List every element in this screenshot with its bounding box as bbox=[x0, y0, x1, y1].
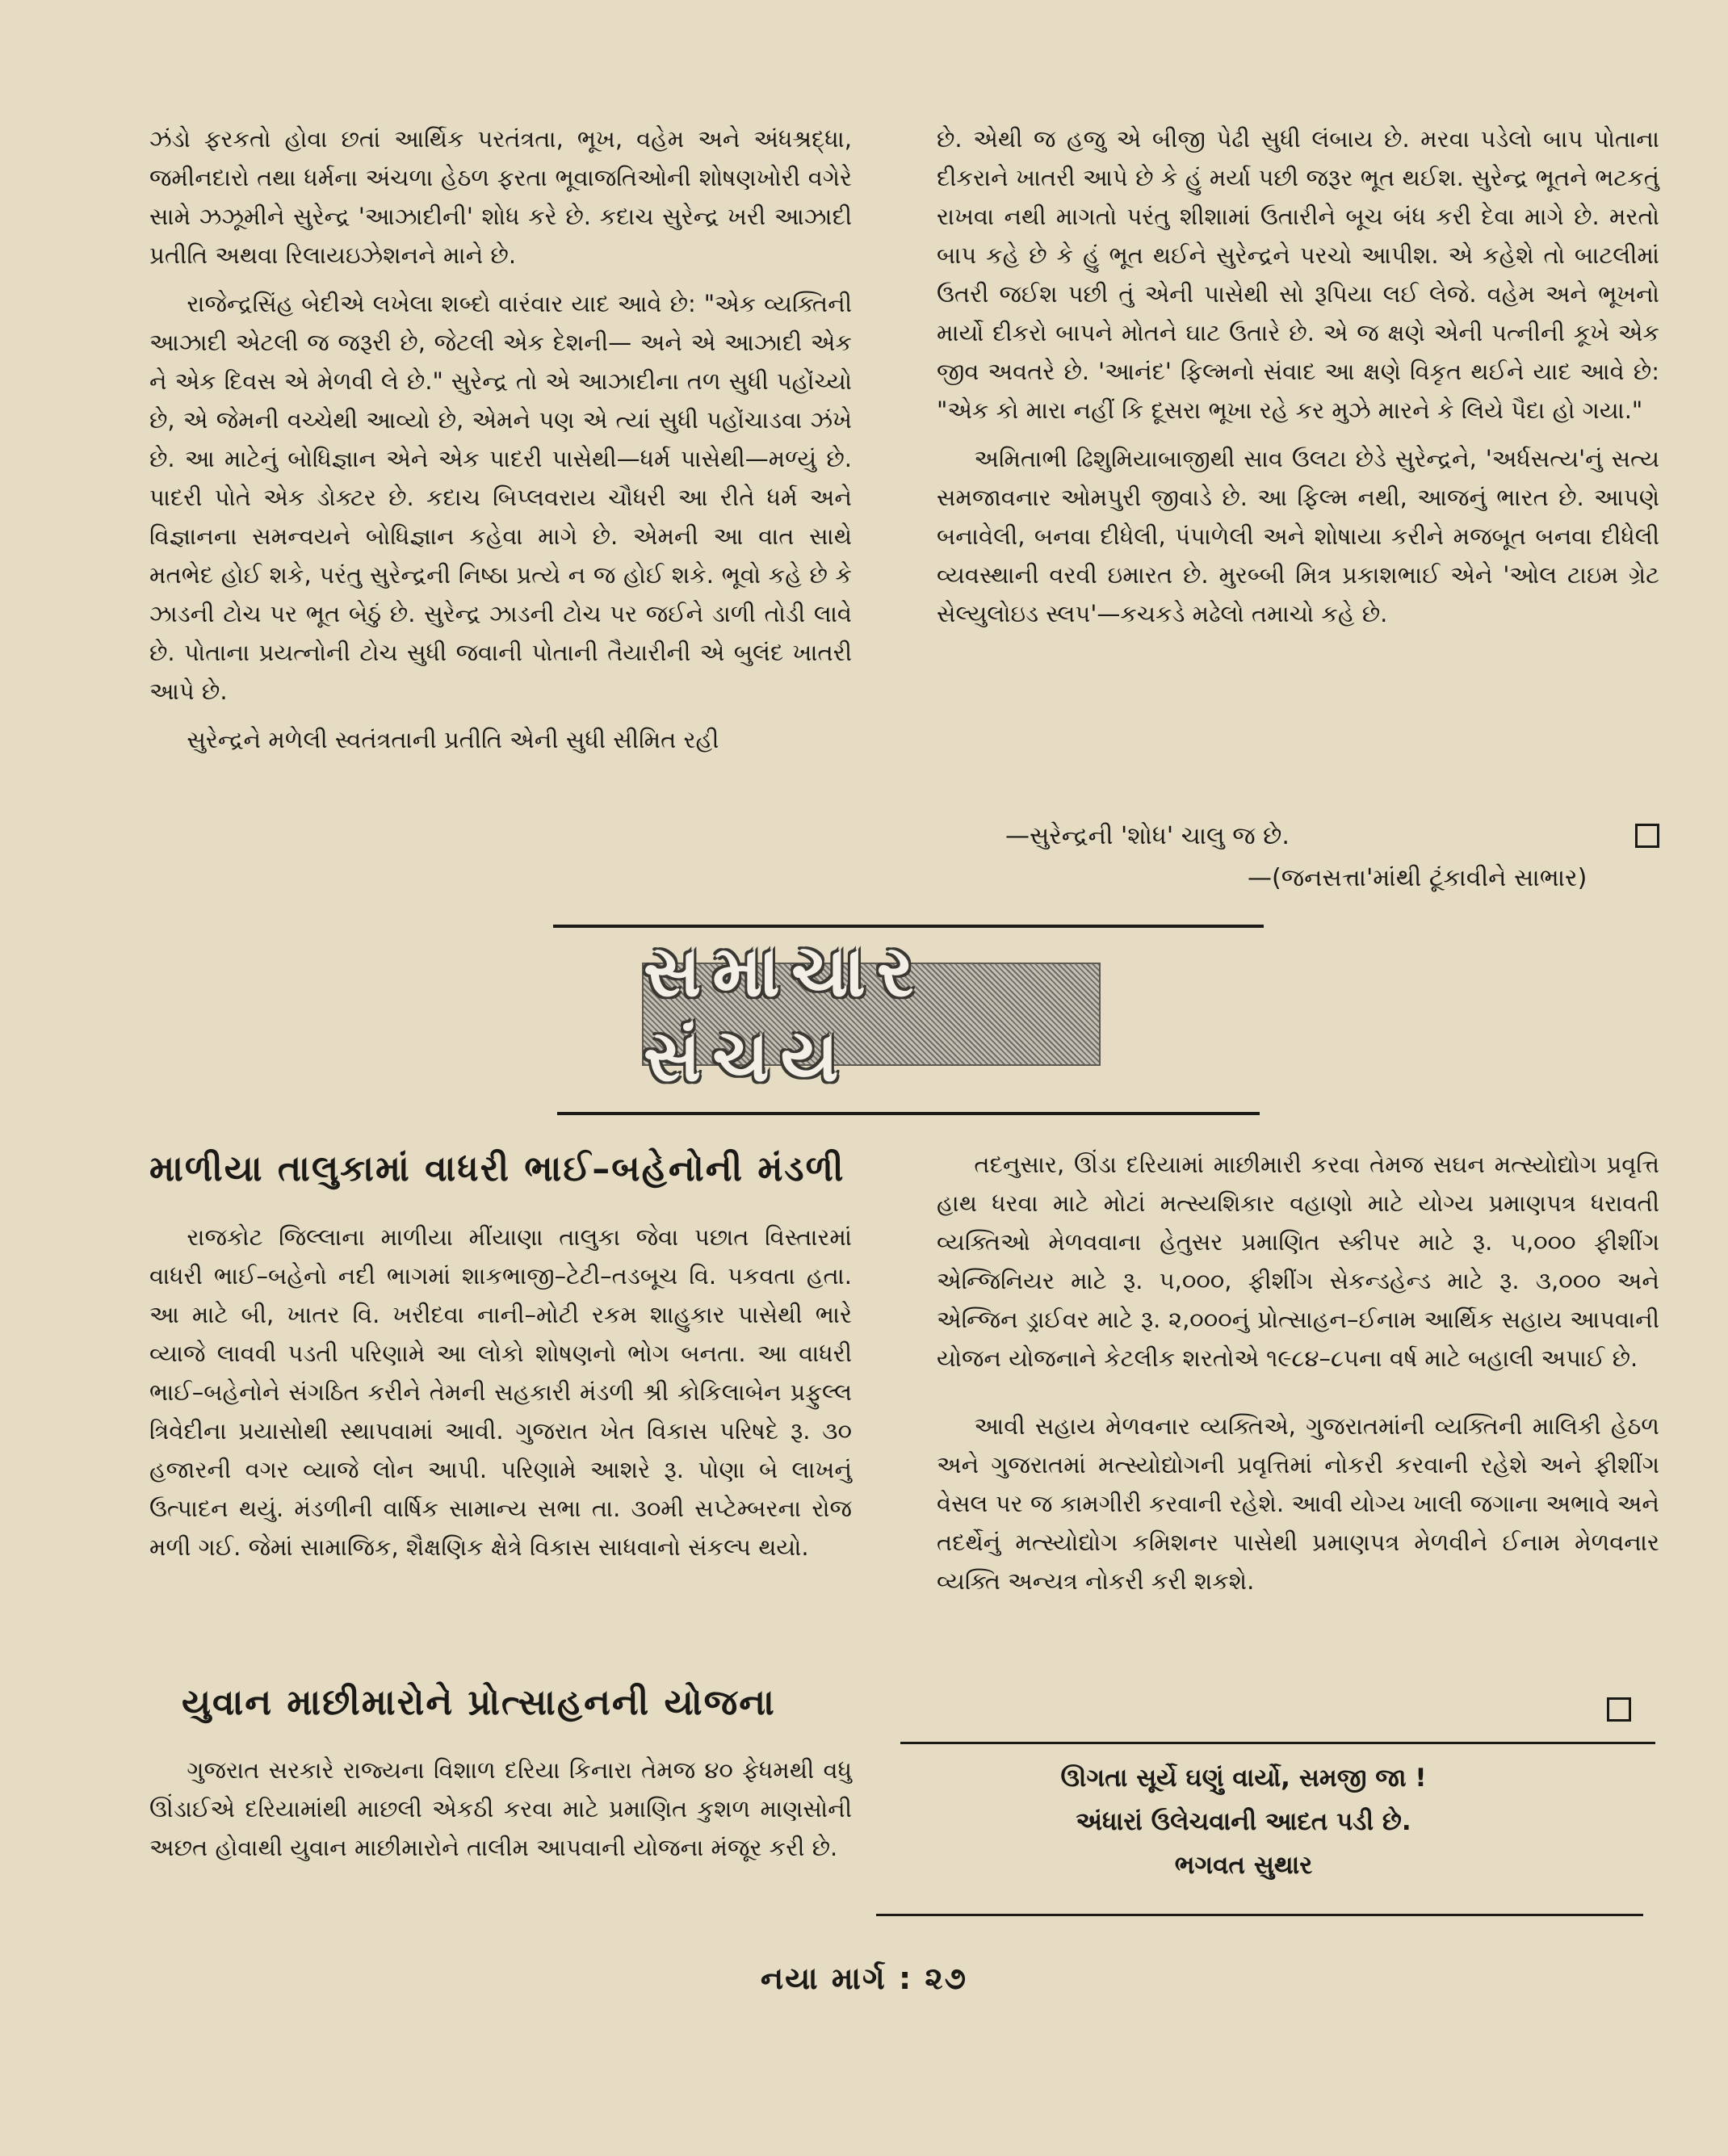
right-top-column bbox=[937, 120, 1659, 643]
paragraph: આવી સહાય મેળવનાર વ્યક્તિએ, ગુજરાતમાંની વ્યક્તિની માલિકી હેઠળ અને ગુજરાતમાં મત્સ્યોદ્યોગની પ્રવૃત્તિમાં નોકરી કરવાની રહેશે અને ફીશીંગ વેસલ પર જ કામગીરી કરવાની રહેશે. આવી યોગ્ય ખાલી જગાના અભાવે અને તદર્થેનું મત્સ્યોદ્યોગ કમિશનર પાસેથી પ્રમાણપત્ર મેળવીને ઈનામ મેળવનાર વ્યક્તિ અન્યત્ર નોકરી કરી શકશે. bbox=[937, 1412, 1659, 1595]
paragraph: ગુજરાત સરકારે રાજ્યના વિશાળ દરિયા કિનારા તેમજ ૪૦ ફેધમથી વધુ ઊંડાઈએ દરિયામાંથી માછલી એકઠી કરવા માટે પ્રમાણિત કુશળ માણસોની અછત હોવાથી યુવાન માછીમારોને તાલીમ આપવાની યોજના મંજૂર કરી છે. bbox=[149, 1756, 852, 1861]
quote-author: ભગવત સુથાર bbox=[1174, 1851, 1313, 1880]
paragraph: સુરેન્દ્રને મળેલી સ્વતંત્રતાની પ્રતીતિ એની સુધી સીમિત રહી bbox=[187, 726, 719, 753]
article-body bbox=[149, 1218, 852, 1576]
article-heading: યુવાન માછીમારોને પ્રોત્સાહનની યોજના bbox=[182, 1682, 776, 1723]
paragraph: ઝંડો ફરકતો હોવા છતાં આર્થિક પરતંત્રતા, ભૂખ, વહેમ અને અંધશ્રદ્ધા, જમીનદારો તથા ધર્મના અંચળા હેઠળ ફરતા ભૂવાજતિઓની શોષણખોરી વગેરે સામે ઝઝૂમીને સુરેન્દ્ર 'આઝાદીની' શોધ કરે છે. કદાચ સુરેન્દ્ર ખરી આઝાદી પ્રતીતિ અથવા રિલાયઇઝેશનને માને છે. bbox=[149, 125, 852, 269]
divider-top bbox=[553, 925, 1264, 928]
paragraph: તદનુસાર, ઊંડા દરિયામાં માછીમારી કરવા તેમજ સઘન મત્સ્યોદ્યોગ પ્રવૃત્તિ હાથ ધરવા માટે મોટાં મત્સ્યશિકાર વહાણો માટે યોગ્ય પ્રમાણપત્ર ધરાવતી વ્યક્તિઓ મેળવવાના હેતુસર પ્રમાણિત સ્કીપર માટે રૂ. ૫,૦૦૦ ફીશીંગ એન્જિનિયર માટે રૂ. ૫,૦૦૦, ફીશીંગ સેકન્ડહેન્ડ માટે રૂ. ૩,૦૦૦ અને એન્જિન ડ્રાઈવર માટે રૂ. ૨,૦૦૦નું પ્રોત્સાહન–ઈનામ આર્થિક સહાય આપવાની યોજન યોજનાને કેટલીક શરતોએ ૧૯૮૪–૮૫ના વર્ષ માટે બહાલી અપાઈ છે. bbox=[937, 1151, 1659, 1372]
quote-rule-bottom bbox=[876, 1914, 1643, 1916]
divider-bottom bbox=[557, 1112, 1260, 1115]
paragraph: રાજેન્દ્રસિંહ બેદીએ લખેલા શબ્દો વારંવાર યાદ આવે છે: "એક વ્યક્તિની આઝાદી એટલી જ જરૂરી છે, જેટલી એક દેશની— અને એ આઝાદી એક ને એક દિવસ એ મેળવી લે છે." સુરેન્દ્ર તો એ આઝાદીના તળ સુધી પહોંચ્યો છે, એ જેમની વચ્ચેથી આવ્યો છે, એમને પણ એ ત્યાં સુધી પહોંચાડવા ઝંખે છે. આ માટેનું બોધિજ્ઞાન એને એક પાદરી પાસેથી—ધર્મ પાસેથી—મળ્યું છે. પાદરી પોતે એક ડોક્ટર છે. કદાચ બિપ્લવરાય ચૌધરી આ રીતે ધર્મ અને વિજ્ઞાનના સમન્વયને બોધિજ્ઞાન કહેવા માગે છે. એમની આ વાત સાથે મતભેદ હોઈ શકે, પરંતુ સુરેન્દ્રની નિષ્ઠા પ્રત્યે ન જ હોઈ શકે. ભૂવો કહે છે કે ઝાડની ટોચ પર ભૂત બેઠું છે. સુરેન્દ્ર ઝાડની ટોચ પર જઈને ડાળી તોડી લાવે છે. પોતાના પ્રયત્નોની ટોચ સુધી જવાની પોતાની તૈયારીની એ બુલંદ ખાતરી આપે છે. bbox=[149, 290, 852, 705]
section-banner-label: સમાચાર સંચય bbox=[644, 929, 925, 1097]
quote-box bbox=[900, 1756, 1587, 1887]
source-credit: —(જનસત્તા'માંથી ટૂંકાવીને સાભાર) bbox=[1248, 864, 1587, 892]
end-line: —સુરેન્દ્રની 'શોધ' ચાલુ જ છે. bbox=[1005, 822, 1290, 850]
section-banner bbox=[642, 929, 1101, 1097]
quote-line: ઊગતા સૂર્યે ઘણું વાર્યો, સમજી જા ! bbox=[1060, 1764, 1427, 1793]
quote-rule-top bbox=[900, 1742, 1655, 1744]
page-footer: નયા માર્ગ : ૨૭ bbox=[760, 1961, 968, 1996]
article-heading: માળીયા તાલુકામાં વાધરી ભાઈ–બહેનોની મંડળી bbox=[149, 1148, 845, 1189]
paragraph: અમિતાભી ઢિશુમિયાબાજીથી સાવ ઉલટા છેડે સુરેન્દ્રને, 'અર્ધસત્ય'નું સત્ય સમજાવનાર ઓમપુરી જીવાડે છે. આ ફિલ્મ નથી, આજનું ભારત છે. આપણે બનાવેલી, બનવા દીધેલી, પંપાળેલી અને શોષાયા કરીને મજબૂત બનવા દીધેલી વ્યવસ્થાની વરવી ઇમારત છે. મુરબ્બી મિત્ર પ્રકાશભાઈ એને 'ઓલ ટાઇમ ગ્રેટ સેલ્યુલોઇડ સ્લપ'—કચકડે મઢેલો તમાચો કહે છે. bbox=[937, 445, 1659, 627]
article-body bbox=[149, 1751, 852, 1877]
article-continued bbox=[937, 1145, 1659, 1610]
left-top-column bbox=[149, 120, 852, 769]
end-square-icon bbox=[1635, 824, 1659, 848]
paragraph: છે. એથી જ હજુ એ બીજી પેઢી સુધી લંબાય છે. મરવા પડેલો બાપ પોતાના દીકરાને ખાતરી આપે છે કે હું મર્યા પછી જરૂર ભૂત થઈશ. સુરેન્દ્ર ભૂતને ભટકતું રાખવા નથી માગતો પરંતુ શીશામાં ઉતારીને બૂચ બંધ કરી દેવા માગે છે. મરતો બાપ કહે છે કે હું ભૂત થઈને સુરેન્દ્રને પરચો આપીશ. એ કહેશે તો બાટલીમાં ઉતરી જઈશ પછી તું એની પાસેથી સો રૂપિયા લઈ લેજે. વહેમ અને ભૂખનો માર્યો દીકરો બાપને મોતને ઘાટ ઉતારે છે. એ જ ક્ષણે એની પત્નીની કૂખે એક જીવ અવતરે છે. 'આનંદ' ફિલ્મનો સંવાદ આ ક્ષણે વિકૃત થઈને યાદ આવે છે: "એક કો મારા નહીં કિ દૂસરા ભૂખા રહે કર મુઝે મારને કે લિયે પૈદા હો ગયા." bbox=[937, 125, 1659, 424]
paragraph: રાજકોટ જિલ્લાના માળીયા મીંયાણા તાલુકા જેવા પછાત વિસ્તારમાં વાધરી ભાઈ–બહેનો નદી ભાગમાં શાકભાજી–ટેટી–તડબૂચ વિ. પકવતા હતા. આ માટે બી, ખાતર વિ. ખરીદવા નાની–મોટી રકમ શાહુકાર પાસેથી ભારે વ્યાજે લાવવી પડતી પરિણામે આ લોકો શોષણનો ભોગ બનતા. આ વાધરી ભાઈ–બહેનોને સંગઠિત કરીને તેમની સહકારી મંડળી શ્રી કોકિલાબેન પ્રફુલ્લ ત્રિવેદીના પ્રયાસોથી સ્થાપવામાં આવી. ગુજરાત ખેત વિકાસ પરિષદે રૂ. ૩૦ હજારની વગર વ્યાજે લોન આપી. પરિણામે આશરે રૂ. પોણા બે લાખનું ઉત્પાદન થયું. મંડળીની વાર્ષિક સામાન્ય સભા તા. ૩૦મી સપ્ટેમ્બરના રોજ મળી ગઈ. જેમાં સામાજિક, શૈક્ષણિક ક્ષેત્રે વિકાસ સાધવાનો સંકલ્પ થયો. bbox=[149, 1223, 852, 1561]
quote-line: અંધારાં ઉલેચવાની આદત પડી છે. bbox=[1076, 1807, 1411, 1836]
end-square-icon bbox=[1607, 1697, 1631, 1722]
